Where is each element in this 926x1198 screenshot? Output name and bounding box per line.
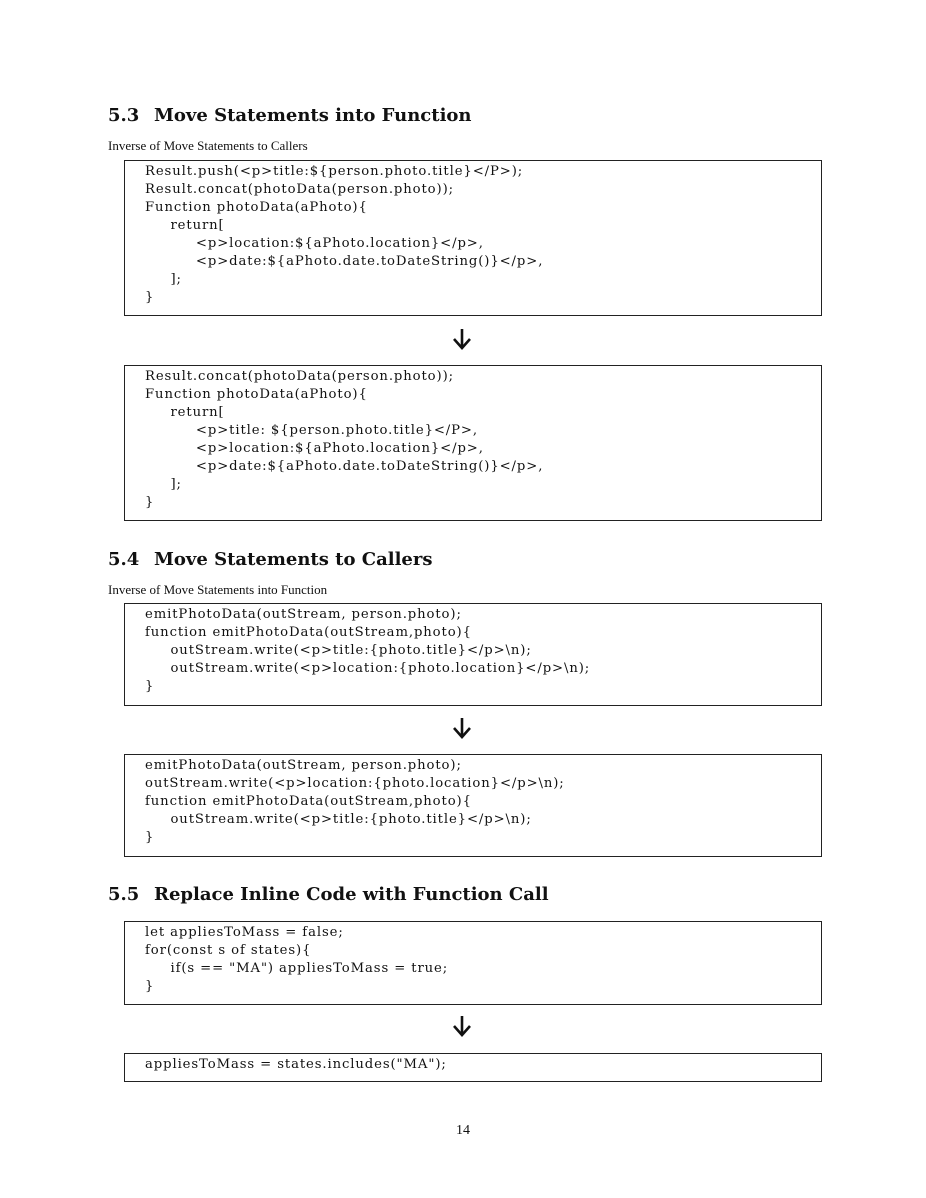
code-line: <p>date:${aPhoto.date.toDateString()}</p>, — [145, 254, 544, 269]
code-line: outStream.write(<p>title:{photo.title}</p>\n); — [145, 643, 532, 658]
code-line: if(s == "MA") appliesToMass = true; — [145, 961, 449, 976]
code-line: outStream.write(<p>location:{photo.location}</p>\n); — [145, 661, 591, 676]
code-block-before — [124, 160, 822, 316]
section-title: Move Statements to Callers — [154, 549, 433, 570]
code-block-after — [124, 754, 822, 857]
code-line: outStream.write(<p>title:{photo.title}</p>\n); — [145, 812, 532, 827]
code-line: return[ — [145, 405, 225, 420]
code-line: ]; — [145, 477, 182, 492]
down-arrow-icon — [451, 716, 473, 740]
section-heading-5-4 — [108, 549, 432, 570]
down-arrow-icon — [451, 327, 473, 351]
code-line: Function photoData(aPhoto){ — [145, 200, 368, 215]
code-line: <p>date:${aPhoto.date.toDateString()}</p>, — [145, 459, 544, 474]
code-line: function emitPhotoData(outStream,photo){ — [145, 794, 472, 809]
code-line: } — [145, 979, 155, 994]
code-line: } — [145, 830, 155, 845]
code-block-after — [124, 365, 822, 521]
code-block-before — [124, 921, 822, 1005]
code-block-before — [124, 603, 822, 706]
section-number: 5.3 — [108, 105, 140, 126]
code-line: <p>location:${aPhoto.location}</p>, — [145, 236, 484, 251]
section-title: Replace Inline Code with Function Call — [154, 884, 549, 905]
code-line: return[ — [145, 218, 225, 233]
code-line: } — [145, 495, 155, 510]
section-title: Move Statements into Function — [154, 105, 472, 126]
section-heading-5-5 — [108, 884, 549, 905]
section-heading-5-3 — [108, 105, 472, 126]
code-line: Result.concat(photoData(person.photo)); — [145, 369, 454, 384]
down-arrow-icon — [451, 1014, 473, 1038]
code-line: appliesToMass = states.includes("MA"); — [145, 1057, 447, 1072]
code-line: Result.push(<p>title:${person.photo.title}</P>); — [145, 164, 524, 179]
section-subtitle: Inverse of Move Statements to Callers — [108, 138, 308, 153]
code-line: <p>title: ${person.photo.title}</P>, — [145, 423, 478, 438]
code-line: function emitPhotoData(outStream,photo){ — [145, 625, 472, 640]
code-line: Function photoData(aPhoto){ — [145, 387, 368, 402]
code-line: <p>location:${aPhoto.location}</p>, — [145, 441, 484, 456]
section-number: 5.5 — [108, 884, 140, 905]
section-subtitle: Inverse of Move Statements into Function — [108, 582, 328, 597]
code-line: outStream.write(<p>location:{photo.location}</p>\n); — [145, 776, 565, 791]
code-line: emitPhotoData(outStream, person.photo); — [145, 758, 462, 773]
code-line: ]; — [145, 272, 182, 287]
code-line: emitPhotoData(outStream, person.photo); — [145, 607, 462, 622]
code-line: let appliesToMass = false; — [145, 925, 344, 940]
code-block-after — [124, 1053, 822, 1082]
section-number: 5.4 — [108, 549, 140, 570]
code-line: } — [145, 679, 155, 694]
code-line: Result.concat(photoData(person.photo)); — [145, 182, 454, 197]
code-line: } — [145, 290, 155, 305]
page-number: 14 — [456, 1123, 470, 1138]
code-line: for(const s of states){ — [145, 943, 312, 958]
